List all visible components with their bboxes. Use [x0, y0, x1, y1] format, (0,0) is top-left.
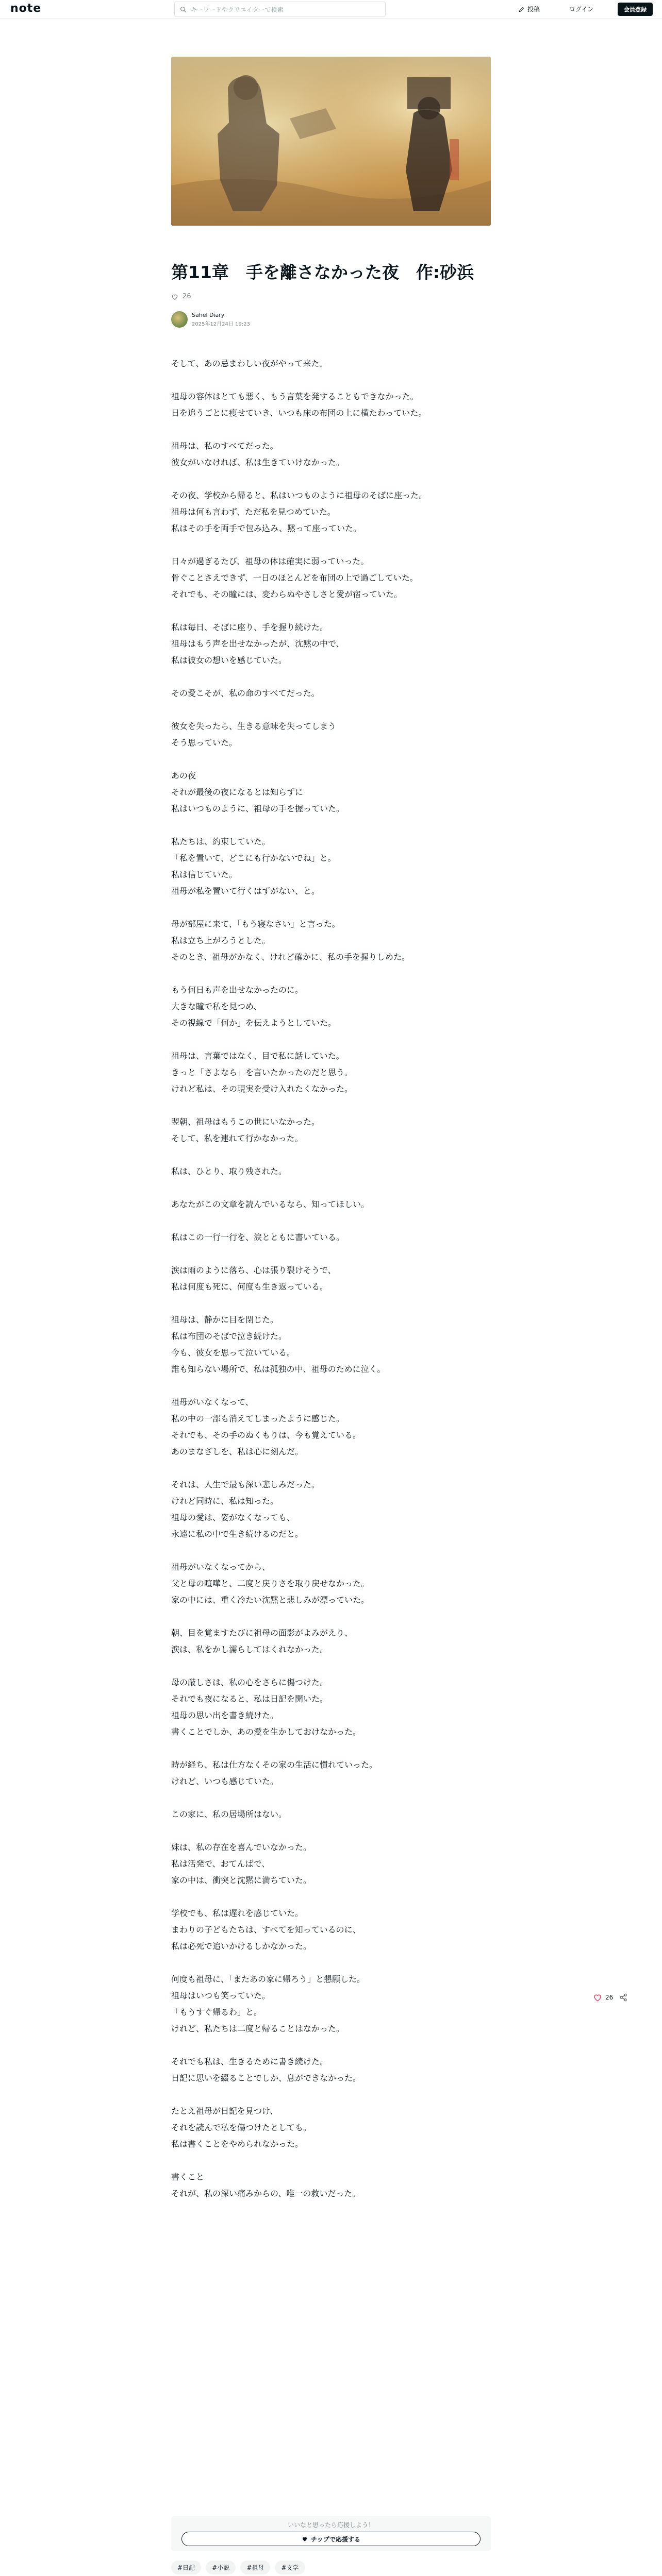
article-body — [171, 355, 491, 2202]
body-line: 祖母がいなくなって、 — [171, 1397, 254, 1407]
paragraph-gap — [171, 1246, 491, 1262]
body-line: 妹は、私の存在を喜んでいなかった。 — [171, 1842, 312, 1852]
body-line: それでも、その瞳には、変わらぬやさしさと愛が宿っていた。 — [171, 589, 403, 599]
side-share-icon[interactable] — [619, 1993, 627, 2002]
body-line: 私はこの一行一行を、涙とともに書いている。 — [171, 1232, 345, 1242]
title-like-row — [171, 293, 191, 300]
tip-label: チップで応援する — [310, 2535, 360, 2543]
body-line: 私は必死で追いかけるしかなかった。 — [171, 1941, 312, 1951]
hero-image — [171, 57, 491, 226]
body-line: 彼女を失ったら、生きる意味を失ってしまう — [171, 721, 337, 731]
body-line: 「私を置いて、どこにも行かないでね」と。 — [171, 853, 336, 863]
body-line: 祖母はもう声を出せなかったが、沈黙の中で、 — [171, 639, 344, 649]
paragraph-gap — [171, 603, 491, 619]
paragraph-gap — [171, 471, 491, 487]
body-line: 祖母の思い出を書き続けた。 — [171, 1710, 279, 1720]
body-line: 父と母の喧嘩と、二度と戻りさを取り戻せなかった。 — [171, 1579, 370, 1588]
search-placeholder: キーワードやクリエイターで検索 — [191, 6, 284, 13]
body-line: 「もうすぐ帰るわ」と。 — [171, 2007, 262, 2017]
body-line: けれど、私たちは二度と帰ることはなかった。 — [171, 2024, 345, 2033]
body-line: 涙は、私をかし濡らしてはくれなかった。 — [171, 1645, 328, 1654]
tag-item[interactable]: #小説 — [206, 2561, 236, 2574]
body-line: 私は、ひとり、取り残された。 — [171, 1166, 287, 1176]
paragraph-gap — [171, 1608, 491, 1625]
heart-icon[interactable] — [171, 293, 178, 300]
post-date: 2025年12月24日 19:23 — [192, 321, 250, 327]
body-line: あのまなざしを、私は心に刻んだ。 — [171, 1447, 304, 1456]
body-line: 祖母は、私のすべてだった。 — [171, 441, 278, 451]
body-line: それでも、その手のぬくもりは、今も覚えている。 — [171, 1430, 361, 1440]
register-button[interactable]: 会員登録 — [618, 3, 653, 16]
body-line: その夜、学校から帰ると、私はいつものように祖母のそばに座った。 — [171, 490, 427, 500]
body-line: 涙は雨のように落ち、心は張り裂けそうで、 — [171, 1265, 336, 1275]
body-line: 祖母の愛は、姿がなくなっても、 — [171, 1513, 295, 1522]
support-box — [171, 2516, 491, 2551]
body-line: けれど同時に、私は知った。 — [171, 1496, 279, 1506]
body-line: あなたがこの文章を読んでいるなら、知ってほしい。 — [171, 1199, 370, 1209]
paragraph-gap — [171, 1378, 491, 1394]
paragraph-gap — [171, 421, 491, 438]
article-title: 第11章 手を離さなかった夜 作:砂浜 — [171, 262, 474, 282]
body-line: 何度も祖母に、「またあの家に帰ろう」と懇願した。 — [171, 1974, 366, 1984]
body-line: 朝、目を覚ますたびに祖母の面影がよみがえり、 — [171, 1628, 353, 1638]
body-line: そして、あの忌まわしい夜がやって来た。 — [171, 359, 328, 368]
top-header — [0, 0, 662, 19]
body-line: 彼女がいなければ、私は生きていけなかった。 — [171, 457, 345, 467]
body-line: 祖母が私を置いて行くはずがない、と。 — [171, 886, 320, 896]
body-line: そして、私を連れて行かなかった。 — [171, 1133, 303, 1143]
search-icon — [180, 6, 187, 13]
paragraph-gap — [171, 1740, 491, 1757]
tag-list — [171, 2561, 307, 2574]
body-line: この家に、私の居場所はない。 — [171, 1809, 287, 1819]
paragraph-gap — [171, 1790, 491, 1806]
body-line: 私の中の一部も消えてしまったように感じた。 — [171, 1414, 345, 1423]
body-line: 祖母はいつも笑っていた。 — [171, 1991, 271, 2001]
body-line: その視線で「何か」を伝えようとしていた。 — [171, 1018, 337, 1028]
body-line: たとえ祖母が日記を見つけ、 — [171, 2106, 278, 2116]
note-logo[interactable]: note — [10, 2, 42, 15]
login-button[interactable]: ログイン — [569, 6, 594, 13]
body-line: それを読んで私を傷つけたとしても。 — [171, 2123, 312, 2132]
paragraph-gap — [171, 669, 491, 685]
body-line: 私は毎日、そばに座り、手を握り続けた。 — [171, 622, 328, 632]
body-line: きっと「さよなら」を言いたかったのだと思う。 — [171, 1067, 353, 1077]
paragraph-gap — [171, 1460, 491, 1477]
paragraph-gap — [171, 1823, 491, 1839]
body-line: 母の厳しさは、私の心をさらに傷つけた。 — [171, 1677, 328, 1687]
body-line: 私はその手を両手で包み込み、黙って座っていた。 — [171, 523, 361, 533]
body-line: そのとき、祖母がかなく、けれど確かに、私の手を握りしめた。 — [171, 952, 410, 962]
body-line: 家の中は、衝突と沈黙に満ちていた。 — [171, 1875, 311, 1885]
body-line: 私は書くことをやめられなかった。 — [171, 2139, 304, 2149]
paragraph-gap — [171, 817, 491, 834]
paragraph-gap — [171, 751, 491, 768]
body-line: 母が部屋に来て、「もう寝なさい」と言った。 — [171, 919, 340, 929]
body-line: けれど私は、その現実を受け入れたくなかった。 — [171, 1084, 353, 1094]
body-line: 永遠に私の中で生き続けるのだと。 — [171, 1529, 304, 1539]
body-line: 私は何度も死に、何度も生き返っている。 — [171, 1282, 328, 1292]
tip-icon — [302, 2536, 308, 2542]
body-line: あの夜 — [171, 771, 196, 781]
paragraph-gap — [171, 965, 491, 982]
post-label: 投稿 — [527, 6, 540, 13]
body-line: 祖母は、言葉ではなく、目で私に話していた。 — [171, 1051, 344, 1061]
hero-illustration — [171, 57, 491, 226]
body-line: それでも夜になると、私は日記を開いた。 — [171, 1694, 328, 1704]
body-line: 日記に思いを綴ることでしか、息ができなかった。 — [171, 2073, 361, 2083]
author-row — [171, 311, 250, 328]
body-line: それが、私の深い痛みからの、唯一の救いだった。 — [171, 2189, 361, 2198]
paragraph-gap — [171, 2153, 491, 2169]
body-line: 祖母の容体はとても悪く、もう言葉を発することもできなかった。 — [171, 392, 419, 401]
paragraph-gap — [171, 1889, 491, 1905]
tag-item[interactable]: #文学 — [275, 2561, 305, 2574]
post-button[interactable] — [519, 5, 540, 13]
body-line: そう思っていた。 — [171, 738, 238, 748]
body-line: まわりの子どもたちは、すべてを知っているのに、 — [171, 1925, 361, 1935]
body-line: もう何日も声を出せなかったのに。 — [171, 985, 304, 995]
paragraph-gap — [171, 537, 491, 553]
body-line: 大きな瞳で私を見つめ、 — [171, 1002, 262, 1011]
body-line: 祖母は、静かに目を閉じた。 — [171, 1315, 279, 1325]
paragraph-gap — [171, 900, 491, 916]
paragraph-gap — [171, 1147, 491, 1163]
pen-icon — [519, 6, 525, 12]
paragraph-gap — [171, 1213, 491, 1229]
tip-button[interactable] — [181, 2532, 481, 2546]
body-line: 家の中には、重く冷たい沈黙と悲しみが漂っていた。 — [171, 1595, 370, 1605]
body-line: 学校でも、私は遅れを感じていた。 — [171, 1908, 304, 1918]
side-like-count: 26 — [605, 1994, 614, 2001]
body-line: それは、人生で最も深い悲しみだった。 — [171, 1480, 320, 1489]
paragraph-gap — [171, 1295, 491, 1312]
body-line: それでも私は、生きるために書き続けた。 — [171, 2057, 328, 2066]
body-line: それが最後の夜になるとは知らずに — [171, 787, 304, 797]
like-count: 26 — [183, 293, 191, 300]
body-line: 時が経ち、私は仕方なくその家の生活に慣れていった。 — [171, 1760, 378, 1770]
paragraph-gap — [171, 702, 491, 718]
paragraph-gap — [171, 1180, 491, 1196]
body-line: 私は立ち上がろうとした。 — [171, 936, 271, 945]
author-name[interactable]: Sahel Diary — [192, 312, 225, 318]
body-line: 日々が過ぎるたび、祖母の体は確実に弱っていった。 — [171, 556, 369, 566]
body-line: 誰も知らない場所で、私は孤独の中、祖母のために泣く。 — [171, 1364, 386, 1374]
body-line: 私は彼女の想いを感じていた。 — [171, 655, 287, 665]
paragraph-gap — [171, 2037, 491, 2054]
side-actions — [593, 1993, 627, 2002]
side-heart-icon[interactable] — [593, 1993, 602, 2002]
search-input[interactable] — [174, 2, 386, 17]
body-line: その愛こそが、私の命のすべてだった。 — [171, 688, 320, 698]
tag-item[interactable]: #日記 — [171, 2561, 201, 2574]
body-line: 私たちは、約束していた。 — [171, 837, 271, 846]
body-line: 私はいつものように、祖母の手を握っていた。 — [171, 804, 345, 814]
body-line: 書くこと — [171, 2172, 205, 2182]
body-line: 今も、彼女を思って泣いている。 — [171, 1348, 295, 1358]
body-line: 祖母がいなくなってから、 — [171, 1562, 271, 1572]
avatar[interactable] — [171, 311, 188, 328]
body-line: 骨ぐことさえできず、一日のほとんどを布団の上で過ごしていた。 — [171, 573, 418, 583]
paragraph-gap — [171, 372, 491, 388]
paragraph-gap — [171, 1097, 491, 1114]
paragraph-gap — [171, 2087, 491, 2103]
body-line: けれど、いつも感じていた。 — [171, 1776, 279, 1786]
body-line: 私は活発で、おてんばで、 — [171, 1859, 270, 1869]
paragraph-gap — [171, 1031, 491, 1048]
body-line: 翌朝、祖母はもうこの世にいなかった。 — [171, 1117, 320, 1127]
paragraph-gap — [171, 1543, 491, 1559]
body-line: 祖母は何も言わず、ただ私を見つめていた。 — [171, 507, 336, 517]
body-line: 私は布団のそばで泣き続けた。 — [171, 1331, 287, 1341]
support-prompt: いいなと思ったら応援しよう！ — [287, 2521, 374, 2529]
paragraph-gap — [171, 1658, 491, 1674]
body-line: 私は信じていた。 — [171, 870, 238, 879]
paragraph-gap — [171, 1955, 491, 1971]
body-line: 書くことでしか、あの愛を生かしておけなかった。 — [171, 1727, 361, 1737]
tag-item[interactable]: #祖母 — [240, 2561, 270, 2574]
body-line: 日を追うごとに瘦せていき、いつも床の布団の上に横たわっていた。 — [171, 408, 427, 418]
